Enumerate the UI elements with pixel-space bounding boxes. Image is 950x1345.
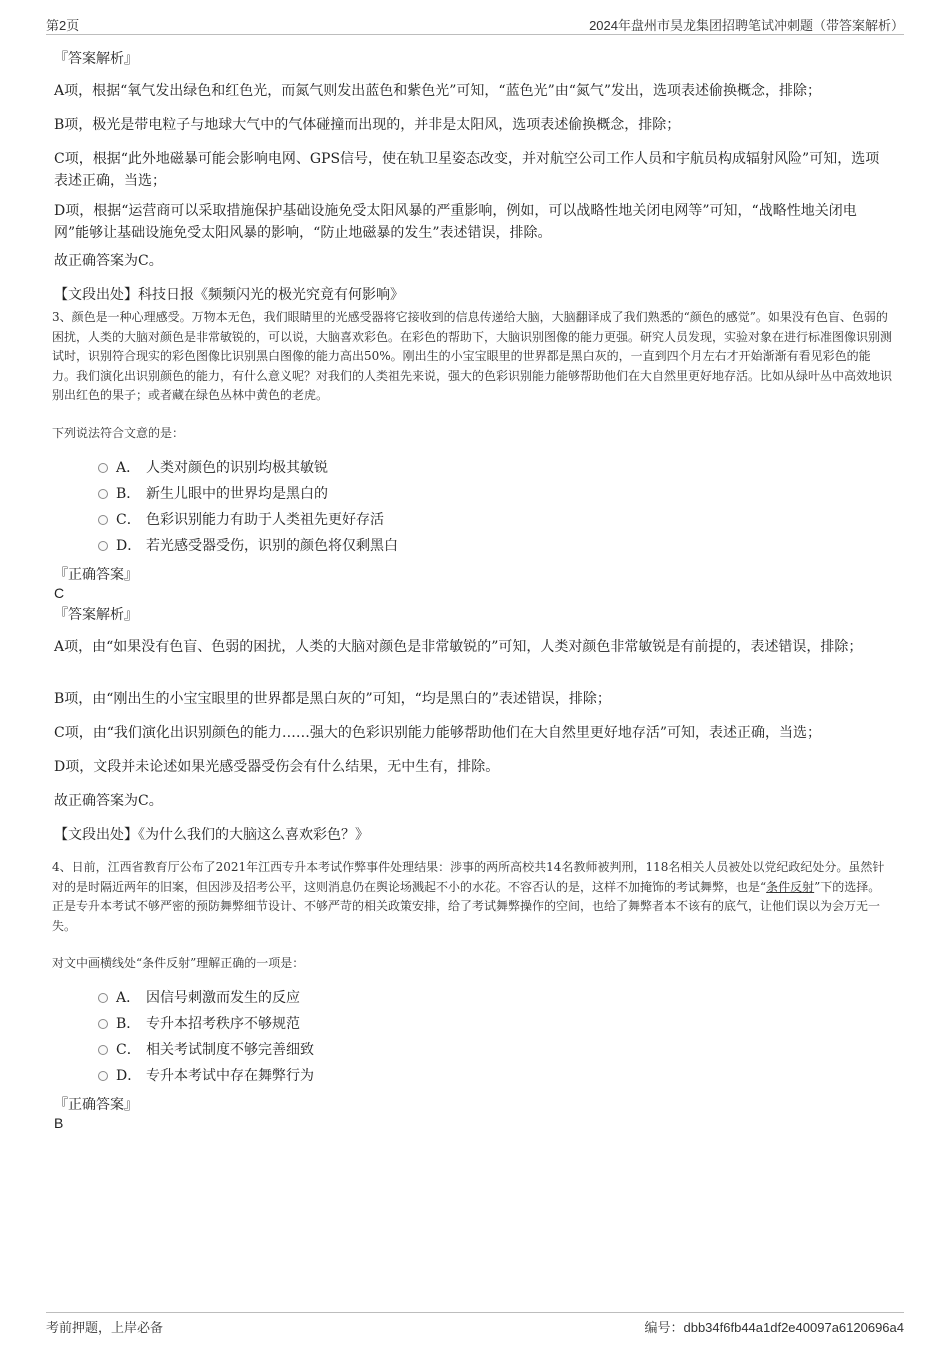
q3-option-d[interactable]: D． 若光感受器受伤，识别的颜色将仅剩黑白 [98,536,398,556]
q3-passage: 3、颜色是一种心理感受。万物本无色，我们眼睛里的光感受器将它接收到的信息传递给大脑，大脑翻译成了我们熟悉的“颜色的感觉”。如果没有色盲、色弱的困扰，人类的大脑对颜色是非常敏锐的，可以说，大脑喜欢彩色。在彩色的帮助下，大脑识别图像的能力更强。研究人员发现，实验对象在进行标准图像识别测试时，识别符合现实的彩色图像比识别黑白图像的能力高出50%。刚出生的小宝宝眼里的世界都是黑白灰的，一直到四个月左右才开始渐渐有看见彩色的能力。我们演化出识别颜色的能力，有什么意义呢？对我们的人类祖先来说，强大的色彩识别能力能够帮助他们在大自然里更好地存活。比如从绿叶丛中高效地识别出红色的果子；或者藏在绿色丛林中黄色的老虎。 [52,310,893,402]
q3-analysis-label: 『答案解析』 [54,607,138,623]
radio-icon[interactable] [98,1019,108,1029]
q4-passage: 4、日前，江西省教育厅公布了2021年江西专升本考试作弊事件处理结果：涉事的两所高校共14名教师被判刑，118名相关人员被处以党纪政纪处分。虽然针对的是时隔近两年的旧案，但因涉及招考公平，这则消息仍在舆论场溅起不小的水花。不容否认的是，这样不加掩饰的考试舞弊，也是“条件反射”下的选择。正是专升本考试不够严密的预防舞弊细节设计、不够严苛的相关政策安排，给了考试舞弊操作的空间，也给了舞弊者本不该有的底气，让他们误以为会万无一失。 [52,860,885,933]
q3-option-b[interactable]: B． 新生儿眼中的世界均是黑白的 [98,484,328,504]
document-id: 编号：dbb34f6fb44a1df2e40097a6120696a4 [644,1320,904,1335]
radio-icon[interactable] [98,993,108,1003]
q4-option-a[interactable]: A． 因信号刺激而发生的反应 [98,988,300,1008]
q3-source: 【文段出处】《为什么我们的大脑这么喜欢彩色？》 [54,827,369,843]
q2-analysis-label: 『答案解析』 [54,51,138,67]
q2-analysis-c: C项，根据“此外地磁暴可能会影响电网、GPS信号，使在轨卫星姿态改变，并对航空公司工作人员和宇航员构成辐射风险”可知，选项表述正确，当选； [54,151,880,189]
q2-analysis-a: A项，根据“氧气发出绿色和红色光，而氮气则发出蓝色和紫色光”可知，“蓝色光”由“氮气”发出，选项表述偷换概念，排除； [54,83,822,99]
q4-answer: B [54,1115,64,1131]
q3-answer-label: 『正确答案』 [54,567,138,583]
radio-icon[interactable] [98,515,108,525]
q3-option-c[interactable]: C． 色彩识别能力有助于人类祖先更好存活 [98,510,384,530]
q2-source: 【文段出处】科技日报《频频闪光的极光究竟有何影响》 [54,287,404,303]
underlined-term: 条件反射 [766,879,815,894]
q4-option-b[interactable]: B． 专升本招考秩序不够规范 [98,1014,300,1034]
radio-icon[interactable] [98,541,108,551]
q3-analysis-b: B项，由“刚出生的小宝宝眼里的世界都是黑白灰的”可知，“均是黑白的”表述错误，排除； [54,691,611,707]
q3-answer: C [54,585,65,601]
page-header [46,14,904,35]
q4-question: 对文中画横线处“条件反射”理解正确的一项是： [52,956,305,970]
q3-option-a[interactable]: A． 人类对颜色的识别均极其敏锐 [98,458,328,478]
page-number: 第2页 [46,18,80,33]
radio-icon[interactable] [98,1071,108,1081]
q3-analysis-d: D项，文段并未论述如果光感受器受伤会有什么结果，无中生有，排除。 [54,759,500,775]
q4-option-d[interactable]: D． 专升本考试中存在舞弊行为 [98,1066,314,1086]
q4-option-c[interactable]: C． 相关考试制度不够完善细致 [98,1040,314,1060]
radio-icon[interactable] [98,489,108,499]
document-title: 2024年盘州市昊龙集团招聘笔试冲刺题（带答案解析） [589,18,904,33]
q3-analysis-c: C项，由“我们演化出识别颜色的能力……强大的色彩识别能力能够帮助他们在大自然里更好地存活”可知，表述正确，当选； [54,725,822,741]
q3-conclusion: 故正确答案为C。 [54,793,163,809]
q4-answer-label: 『正确答案』 [54,1097,138,1113]
q2-analysis-d: D项，根据“运营商可以采取措施保护基础设施免受太阳风暴的严重影响，例如，可以战略性地关闭电网等”可知，“战略性地关闭电网”能够让基础设施免受太阳风暴的影响，“防止地磁暴的发生”表述错误，排除。 [54,203,857,241]
q2-conclusion: 故正确答案为C。 [54,253,163,269]
q2-analysis-b: B项，极光是带电粒子与地球大气中的气体碰撞而出现的，并非是太阳风，选项表述偷换概念，排除； [54,117,681,133]
q3-analysis-a: A项，由“如果没有色盲、色弱的困扰，人类的大脑对颜色是非常敏锐的”可知，人类对颜色非常敏锐是有前提的，表述错误，排除； [54,639,863,655]
radio-icon[interactable] [98,463,108,473]
page-footer [46,1312,904,1337]
q3-question: 下列说法符合文意的是： [52,426,185,440]
radio-icon[interactable] [98,1045,108,1055]
footer-slogan: 考前押题，上岸必备 [46,1320,164,1335]
